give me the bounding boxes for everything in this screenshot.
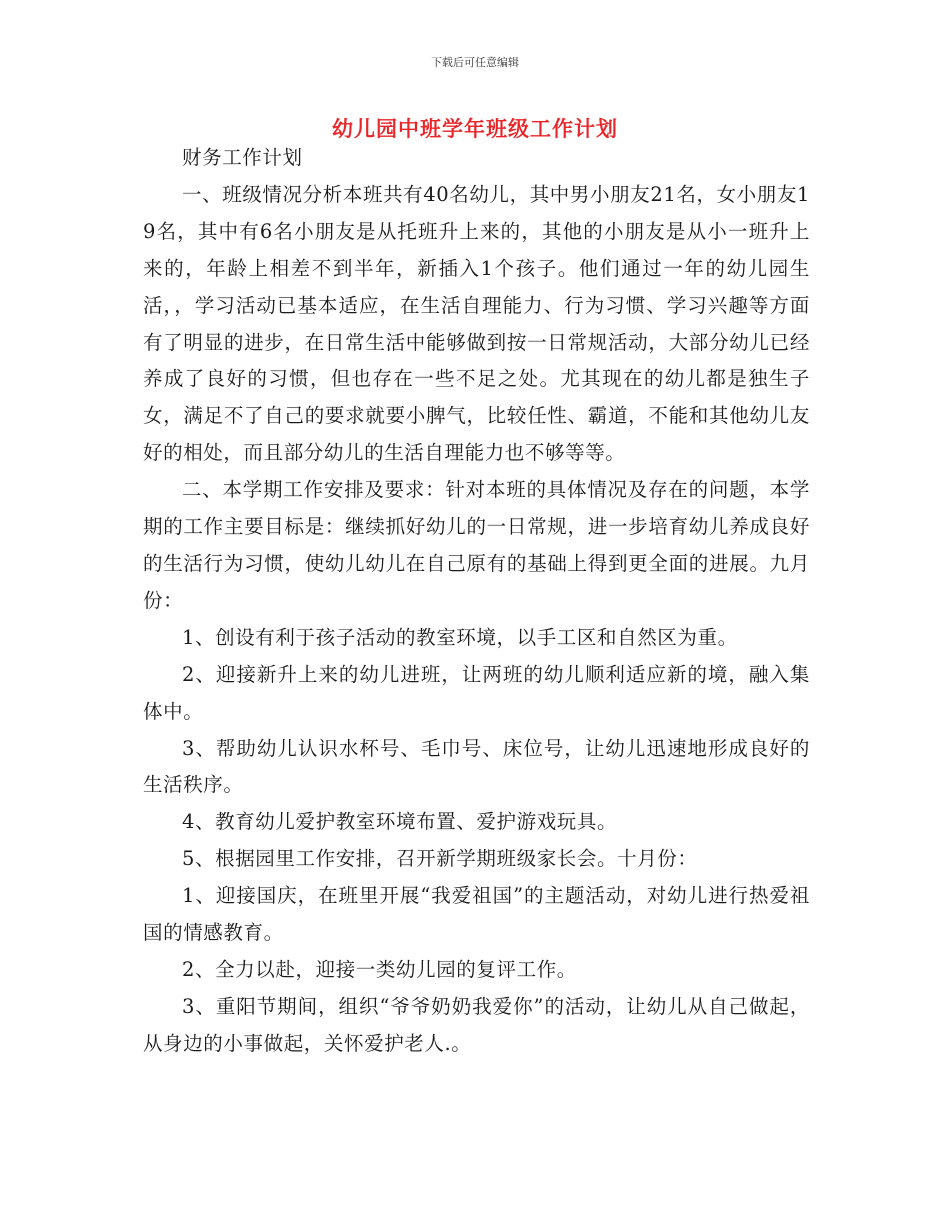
paragraph-october-item-2: 2、全力以赴，迎接一类幼儿园的复评工作。 — [182, 957, 577, 981]
paragraph-october-item-1: 1、迎接国庆，在班里开展“我爱祖国”的主题活动，对幼儿进行热爱祖国的情感教育。 — [143, 884, 810, 945]
paragraph-october-item-3: 3、重阳节期间，组织“爷爷奶奶我爱你”的活动，让幼儿从自己做起，从身边的小事做起，关怀爱护老人.。 — [143, 994, 810, 1055]
paragraph-september-item-3: 3、帮助幼儿认识水杯号、毛巾号、床位号，让幼儿迅速地形成良好的生活秩序。 — [143, 736, 810, 797]
page-header-note: 下载后可任意编辑 — [431, 56, 519, 69]
document-title: 幼儿园中班学年班级工作计划 — [332, 116, 618, 141]
document-body — [143, 140, 810, 1063]
paragraph-class-analysis: 一、班级情况分析本班共有40名幼儿，其中男小朋友21名，女小朋友19名，其中有6名小朋友是从托班升上来的，其他的小朋友是从小一班升上来的，年龄上相差不到半年，新插入1个孩子。他们通过一年的幼儿园生活，，学习活动已基本适应，在生活自理能力、行为习惯、学习兴趣等方面有了明显的进步，在日常生活中能够做到按一日常规活动，大部分幼儿已经养成了良好的习惯，但也存在一些不足之处。尤其现在的幼儿都是独生子女，满足不了自己的要求就要小脾气，比较任性、霸道，不能和其他幼儿友好的相处，而且部分幼儿的生活自理能力也不够等等。 — [143, 182, 810, 465]
paragraph-semester-plan: 二、本学期工作安排及要求：针对本班的具体情况及存在的问题，本学期的工作主要目标是：继续抓好幼儿的一日常规，进一步培育幼儿养成良好的生活行为习惯，使幼儿幼儿在自己原有的基础上得到更全面的进展。九月份： — [143, 478, 810, 612]
paragraph-september-item-1: 1、创设有利于孩子活动的教室环境，以手工区和自然区为重。 — [182, 625, 738, 649]
paragraph-september-item-5: 5、根据园里工作安排，召开新学期班级家长会。十月份： — [182, 847, 698, 871]
paragraph-september-item-4: 4、教育幼儿爱护教室环境布置、爱护游戏玩具。 — [182, 810, 618, 834]
paragraph-september-item-2: 2、迎接新升上来的幼儿进班，让两班的幼儿顺利适应新的境，融入集体中。 — [143, 662, 810, 723]
paragraph-subtitle: 财务工作计划 — [182, 146, 303, 169]
